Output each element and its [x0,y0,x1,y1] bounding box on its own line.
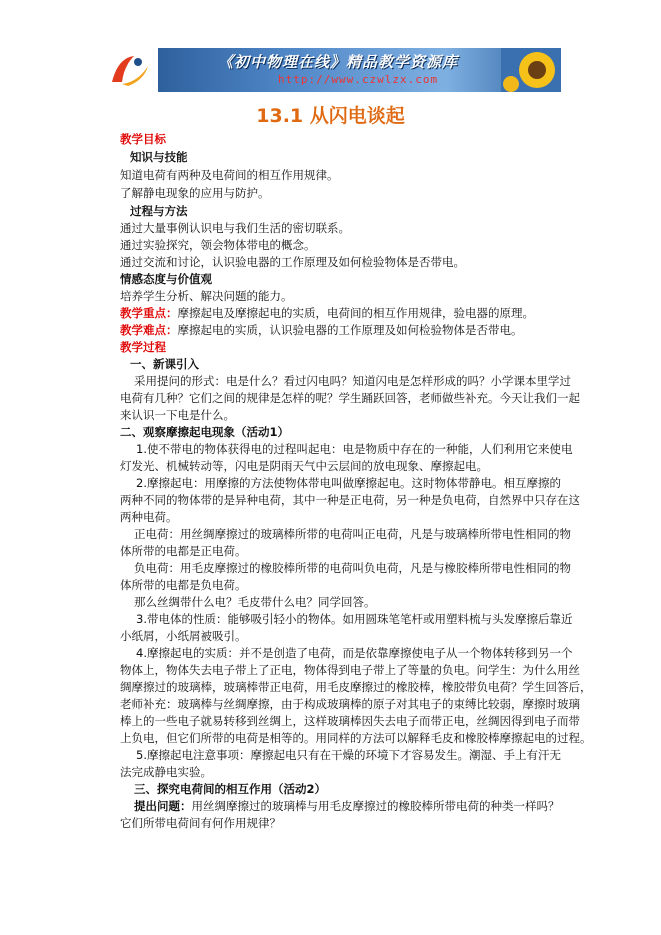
line-text: 来认识一下电是什么。 [120,408,235,422]
line-text: 3.带电体的性质：能够吸引轻小的物体。如用圆珠笔笔杆或用塑料梳与头发摩擦后靠近 [136,612,573,626]
line-text: 三、探究电荷间的相互作用（活动2） [134,782,326,796]
line-text: 老师补充：玻璃棒与丝绸摩擦，由于构成玻璃棒的原子对其电子的束缚比较弱，摩擦时玻璃 [120,697,580,711]
line-label: 教学难点： [120,323,178,337]
text-line [120,288,293,304]
line-text: 通过实验探究，领会物体带电的概念。 [120,238,316,252]
line-text: 知识与技能 [130,150,188,164]
line-text: 了解静电现象的应用与防护。 [120,186,270,200]
text-line [120,167,339,183]
text-line [120,305,534,321]
text-line [134,373,571,389]
text-line [120,237,316,253]
line-text: 物体上，物体失去电子带上了正电，物体得到电子带上了等量的负电。问学生：为什么用丝 [120,663,580,677]
text-line [120,254,465,270]
line-label: 提出问题： [134,799,192,813]
text-line [136,611,572,627]
line-text: 知道电荷有两种及电荷间的相互作用规律。 [120,168,339,182]
text-line [120,509,178,525]
line-text: 棒上的一些电子就易转移到丝绸上，这样玻璃棒因失去电子而带正电，丝绸因得到电子而带 [120,714,580,728]
line-text: 2.摩擦起电：用摩擦的方法使物体带电叫做摩擦起电。这时物体带静电。相互摩擦的 [136,476,561,490]
text-line [120,628,247,644]
text-line [120,764,212,780]
line-text: 采用提问的形式：电是什么？看过闪电吗？知道闪电是怎样形成的吗？小学课本里学过 [134,374,571,388]
text-line [120,220,350,236]
text-line [120,339,166,355]
text-line [120,730,592,746]
line-text: 情感态度与价值观 [120,272,212,286]
text-line [136,747,561,763]
text-line [120,696,580,712]
text-line [130,356,199,372]
text-line [136,645,572,661]
site-logo-icon [108,52,152,88]
text-line [120,577,247,593]
line-text: 通过交流和讨论，认识验电器的工作原理及如何检验物体是否带电。 [120,255,465,269]
banner-title: 《初中物理在线》精品教学资源库 [218,53,459,71]
text-line [120,662,580,678]
line-text: 上负电，但它们所带的电荷是相等的。用同样的方法可以解释毛皮和橡胶棒摩擦起电的过程。 [120,731,592,745]
line-text: 体所带的电都是负电荷。 [120,578,247,592]
line-label: 教学重点： [120,306,178,320]
line-text: 教学过程 [120,340,166,354]
text-line [120,424,289,440]
line-text: 负电荷：用毛皮摩擦过的橡胶棒所带的电荷叫负电荷，凡是与橡胶棒所带电性相同的物 [134,561,571,575]
line-text: 一、新课引入 [130,357,199,371]
line-text: 绸摩擦过的玻璃棒，玻璃棒带正电荷，用毛皮摩擦过的橡胶棒，橡胶带负电荷？学生回答后， [120,680,592,694]
text-line [134,798,560,814]
header-banner [100,48,561,92]
text-line [120,815,281,831]
line-text: 摩擦起电的实质，认识验电器的工作原理及如何检验物体是否带电。 [177,323,523,337]
line-text: 电荷有几种？它们之间的规律是怎样的呢？学生踊跃回答，老师做些补充。今天让我们一起 [120,391,580,405]
text-line [136,441,572,457]
text-line [120,679,592,695]
line-text: 小纸屑，小纸屑被吸引。 [120,629,247,643]
line-text: 法完成静电实验。 [120,765,212,779]
line-text: 培养学生分析、解决问题的能力。 [120,289,293,303]
line-text: 体所带的电都是正电荷。 [120,544,247,558]
text-line [134,526,571,542]
text-line [136,475,561,491]
line-text: 两种电荷。 [120,510,178,524]
line-text: 它们所带电荷间有何作用规律？ [120,816,281,830]
text-line [120,492,580,508]
text-line [120,185,270,201]
line-text: 5.摩擦起电注意事项：摩擦起电只有在干燥的环境下才容易发生。潮湿、手上有汗无 [136,748,561,762]
line-text: 那么丝绸带什么电？毛皮带什么电？同学回答。 [134,595,376,609]
text-line [120,458,488,474]
text-line [134,594,376,610]
line-text: 正电荷：用丝绸摩擦过的玻璃棒所带的电荷叫正电荷，凡是与玻璃棒所带电性相同的物 [134,527,571,541]
line-text: 1.使不带电的物体获得电的过程叫起电：电是物质中存在的一种能，人们利用它来使电 [136,442,573,456]
text-line [134,781,326,797]
line-text: 灯发光、机械转动等，闪电是阴雨天气中云层间的放电现象、摩擦起电。 [120,459,488,473]
banner-url: http://www.czwlzx.com [278,73,439,86]
text-line [120,271,212,287]
line-text: 两种不同的物体带的是异种电荷，其中一种是正电荷，另一种是负电荷，自然界中只存在这 [120,493,580,507]
text-line [130,203,188,219]
line-text: 过程与方法 [130,204,188,218]
text-line [120,713,580,729]
line-text: 通过大量事例认识电与我们生活的密切联系。 [120,221,350,235]
line-text: 摩擦起电及摩擦起电的实质，电荷间的相互作用规律，验电器的原理。 [177,306,534,320]
sunflower-icon [501,48,561,92]
text-line [120,322,523,338]
page-title: 13.1 从闪电谈起 [256,105,405,127]
text-line [120,131,166,147]
text-line [134,560,571,576]
text-line [120,543,247,559]
line-text: 4.摩擦起电的实质：并不是创造了电荷，而是依靠摩擦使电子从一个物体转移到另一个 [136,646,573,660]
text-line [120,407,235,423]
line-text: 二、观察摩擦起电现象（活动1） [120,425,289,439]
text-line [130,149,188,165]
text-line [120,390,580,406]
line-text: 用丝绸摩擦过的玻璃棒与用毛皮摩擦过的橡胶棒所带电荷的种类一样吗？ [191,799,560,813]
line-text: 教学目标 [120,132,166,146]
